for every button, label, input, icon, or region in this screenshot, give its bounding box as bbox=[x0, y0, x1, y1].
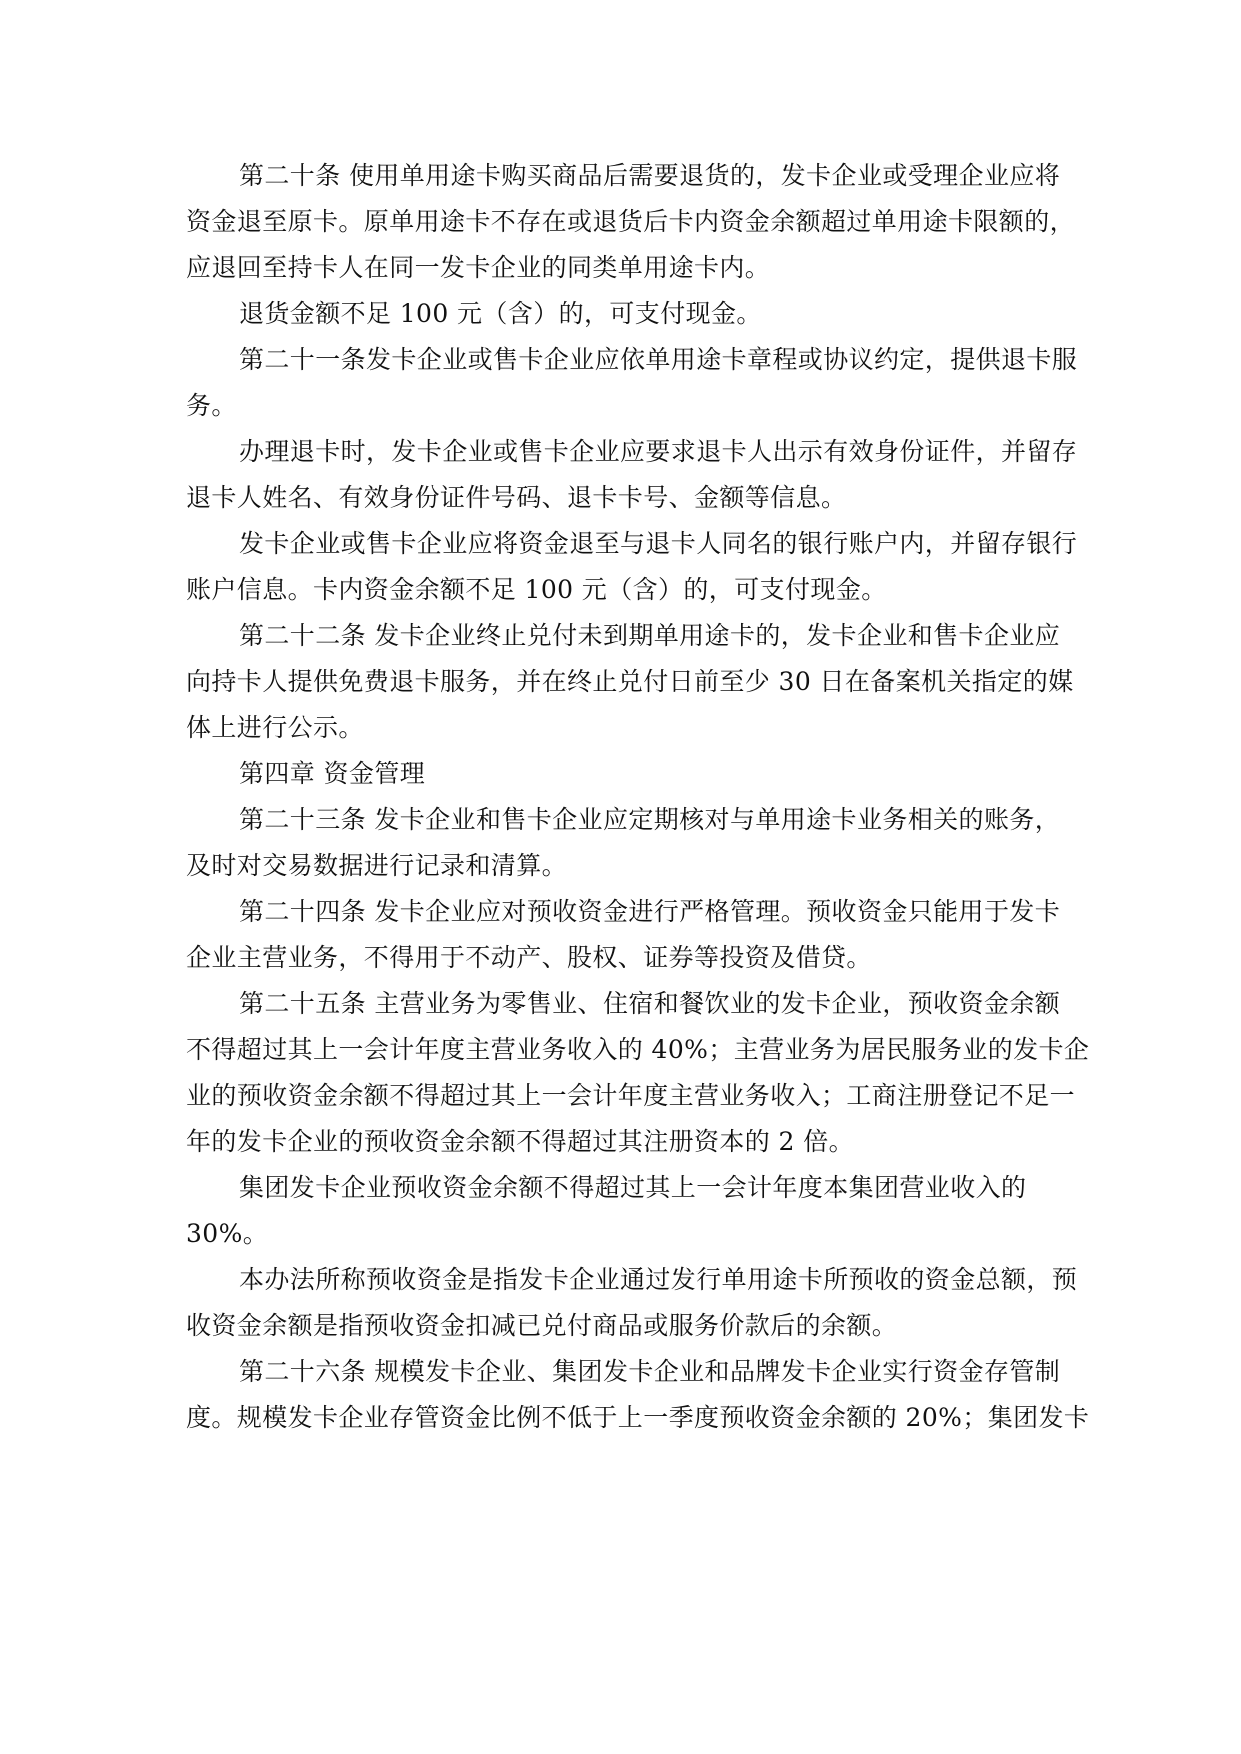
text-line: 度。规模发卡企业存管资金比例不低于上一季度预收资金余额的 20%；集团发卡 bbox=[186, 1403, 1090, 1432]
text-line: 务。 bbox=[186, 391, 237, 420]
text-line: 年的发卡企业的预收资金余额不得超过其注册资本的 2 倍。 bbox=[186, 1127, 855, 1156]
text-line: 本办法所称预收资金是指发卡企业通过发行单用途卡所预收的资金总额，预 bbox=[239, 1265, 1078, 1294]
text-line: 第二十五条 主营业务为零售业、住宿和餐饮业的发卡企业，预收资金余额 bbox=[239, 989, 1061, 1018]
text-line: 第二十二条 发卡企业终止兑付未到期单用途卡的，发卡企业和售卡企业应 bbox=[239, 621, 1061, 650]
text-line: 30%。 bbox=[186, 1219, 269, 1248]
text-line: 企业主营业务，不得用于不动产、股权、证券等投资及借贷。 bbox=[186, 943, 872, 972]
chapter-heading: 第四章 资金管理 bbox=[239, 759, 426, 788]
text-line: 资金退至原卡。原单用途卡不存在或退货后卡内资金余额超过单用途卡限额的， bbox=[186, 207, 1076, 236]
text-line: 办理退卡时，发卡企业或售卡企业应要求退卡人出示有效身份证件，并留存 bbox=[239, 437, 1078, 466]
text-line: 及时对交易数据进行记录和清算。 bbox=[186, 851, 568, 880]
text-line: 收资金余额是指预收资金扣减已兑付商品或服务价款后的余额。 bbox=[186, 1311, 898, 1340]
text-line: 发卡企业或售卡企业应将资金退至与退卡人同名的银行账户内，并留存银行 bbox=[239, 529, 1078, 558]
text-line: 第二十六条 规模发卡企业、集团发卡企业和品牌发卡企业实行资金存管制 bbox=[239, 1357, 1061, 1386]
text-line: 第二十一条发卡企业或售卡企业应依单用途卡章程或协议约定，提供退卡服 bbox=[239, 345, 1078, 374]
text-line: 业的预收资金余额不得超过其上一会计年度主营业务收入；工商注册登记不足一 bbox=[186, 1081, 1076, 1110]
text-line: 向持卡人提供免费退卡服务，并在终止兑付日前至少 30 日在备案机关指定的媒 bbox=[186, 667, 1074, 696]
text-line: 第二十条 使用单用途卡购买商品后需要退货的，发卡企业或受理企业应将 bbox=[239, 161, 1061, 190]
text-line: 体上进行公示。 bbox=[186, 713, 364, 742]
text-line: 退卡人姓名、有效身份证件号码、退卡卡号、金额等信息。 bbox=[186, 483, 847, 512]
text-line: 集团发卡企业预收资金余额不得超过其上一会计年度本集团营业收入的 bbox=[239, 1173, 1027, 1202]
text-line: 账户信息。卡内资金余额不足 100 元（含）的，可支付现金。 bbox=[186, 575, 887, 604]
text-line: 退货金额不足 100 元（含）的，可支付现金。 bbox=[239, 299, 762, 328]
text-line: 第二十四条 发卡企业应对预收资金进行严格管理。预收资金只能用于发卡 bbox=[239, 897, 1061, 926]
text-line: 应退回至持卡人在同一发卡企业的同类单用途卡内。 bbox=[186, 253, 771, 282]
text-line: 第二十三条 发卡企业和售卡企业应定期核对与单用途卡业务相关的账务， bbox=[239, 805, 1061, 834]
text-line: 不得超过其上一会计年度主营业务收入的 40%；主营业务为居民服务业的发卡企 bbox=[186, 1035, 1090, 1064]
